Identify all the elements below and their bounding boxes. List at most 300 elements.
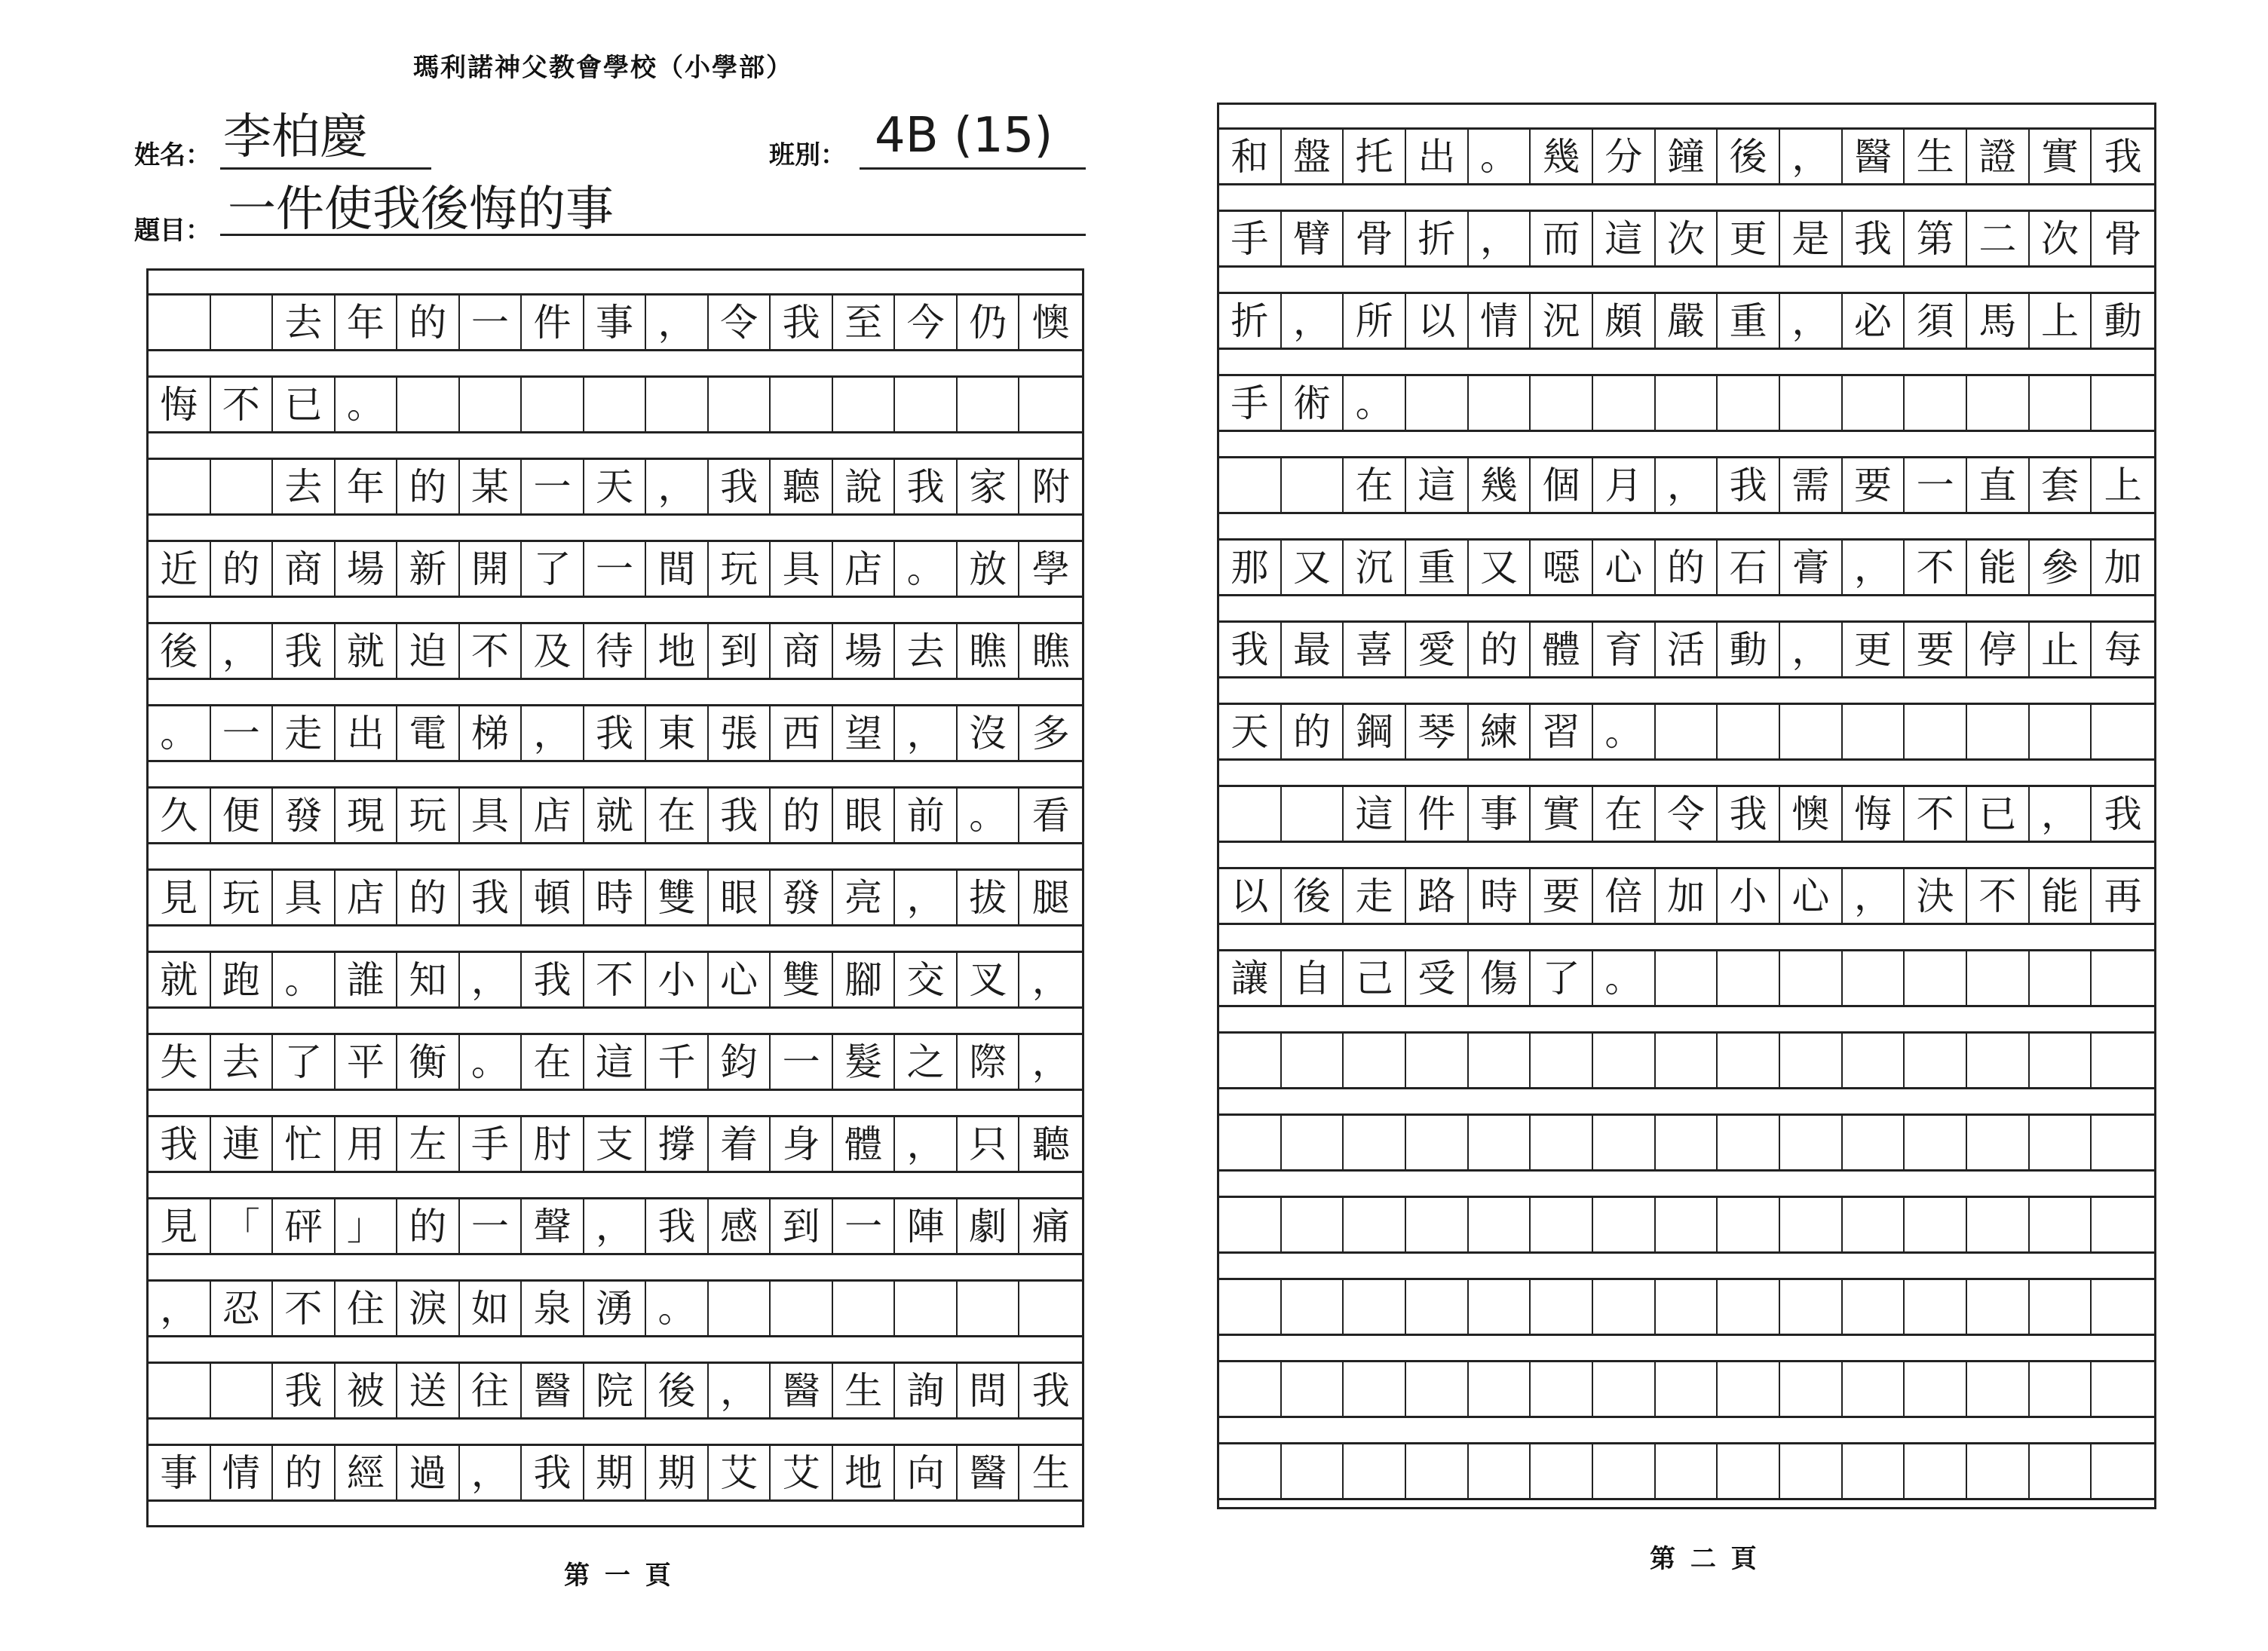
grid-cell	[1282, 1116, 1344, 1172]
grid-cell: 我	[895, 460, 958, 516]
grid-cell	[2092, 705, 2154, 761]
grid-cell	[895, 378, 958, 433]
grid-cell: 沉	[1344, 541, 1406, 596]
grid-cell	[1469, 1116, 1531, 1172]
grid-cell: 悔	[1843, 787, 1905, 843]
grid-row	[1219, 127, 2154, 185]
grid-cell: 更	[1718, 212, 1780, 268]
grid-cell: 院	[584, 1364, 647, 1420]
grid-cell	[1406, 376, 1469, 432]
grid-cell	[1282, 1034, 1344, 1089]
grid-cell: 後	[646, 1364, 709, 1420]
grid-row	[149, 786, 1082, 844]
grid-cell: 年	[336, 460, 398, 516]
grid-cell: 己	[1344, 951, 1406, 1007]
grid-cell: 鋼	[1344, 705, 1406, 761]
grid-cell: 衡	[397, 1035, 460, 1091]
grid-cell: 被	[336, 1364, 398, 1420]
grid-row	[149, 375, 1082, 433]
school-name: 瑪利諾神父教會學校（小學部）	[413, 53, 793, 83]
grid-cell: 就	[149, 953, 211, 1009]
grid-cell	[211, 296, 274, 351]
grid-cell	[1843, 1444, 1905, 1500]
grid-row	[149, 540, 1082, 598]
grid-cell: 分	[1593, 130, 1656, 185]
grid-cell: 至	[833, 296, 896, 351]
grid-cell	[1593, 376, 1656, 432]
grid-cell	[1656, 1362, 1718, 1418]
grid-cell: 術	[1282, 376, 1344, 432]
grid-cell: 「	[211, 1199, 274, 1255]
grid-cell: 感	[709, 1199, 771, 1255]
grid-cell: 能	[1967, 541, 2030, 596]
grid-cell: 問	[958, 1364, 1020, 1420]
grid-cell: 更	[1843, 623, 1905, 678]
grid-cell	[833, 1282, 896, 1337]
grid-cell: 平	[336, 1035, 398, 1091]
grid-cell: 就	[584, 789, 647, 844]
grid-cell: 期	[584, 1446, 647, 1502]
grid-cell: 悔	[149, 378, 211, 433]
grid-cell: 店	[833, 542, 896, 598]
grid-cell	[1219, 1280, 1282, 1336]
grid-cell: 手	[460, 1117, 523, 1173]
grid-cell: 叉	[958, 953, 1020, 1009]
grid-cell	[1469, 1362, 1531, 1418]
grid-cell: 受	[1406, 951, 1469, 1007]
grid-cell: 玩	[397, 789, 460, 844]
grid-cell: ，	[2030, 787, 2092, 843]
grid-cell: ，	[1843, 869, 1905, 925]
grid-cell: 要	[1905, 623, 1967, 678]
grid-row	[1219, 949, 2154, 1007]
grid-cell: 在	[522, 1035, 584, 1091]
grid-cell	[1593, 1116, 1656, 1172]
grid-cell: 之	[895, 1035, 958, 1091]
grid-cell: 放	[958, 542, 1020, 598]
grid-cell: 亮	[833, 871, 896, 927]
grid-cell	[1967, 1362, 2030, 1418]
grid-cell: 向	[895, 1446, 958, 1502]
grid-cell: 着	[709, 1117, 771, 1173]
grid-cell	[1718, 1280, 1780, 1336]
grid-cell: ，	[1469, 212, 1531, 268]
grid-cell: 頗	[1593, 294, 1656, 350]
grid-cell: 不	[460, 624, 523, 680]
grid-cell: 場	[833, 624, 896, 680]
grid-cell: 我	[2092, 787, 2154, 843]
grid-cell: 嚴	[1656, 294, 1718, 350]
grid-cell: ，	[895, 871, 958, 927]
grid-cell: 幾	[1469, 458, 1531, 514]
grid-cell: 泉	[522, 1282, 584, 1337]
grid-cell	[1843, 1116, 1905, 1172]
grid-cell: 我	[584, 706, 647, 762]
grid-cell: 重	[1406, 541, 1469, 596]
grid-cell: 便	[211, 789, 274, 844]
grid-cell: 一	[771, 1035, 833, 1091]
grid-cell	[2092, 1444, 2154, 1500]
grid-cell: 的	[771, 789, 833, 844]
grid-cell	[1469, 1034, 1531, 1089]
grid-cell: 第	[1905, 212, 1967, 268]
grid-cell	[1780, 1116, 1843, 1172]
grid-cell: 。	[460, 1035, 523, 1091]
grid-cell: 。	[1593, 951, 1656, 1007]
grid-cell	[1531, 1444, 1593, 1500]
grid-cell: 托	[1344, 130, 1406, 185]
grid-cell: 直	[1967, 458, 2030, 514]
grid-cell: 具	[460, 789, 523, 844]
grid-cell: 實	[1531, 787, 1593, 843]
grid-cell: 玩	[211, 871, 274, 927]
grid-cell	[1344, 1116, 1406, 1172]
grid-cell	[1656, 1198, 1718, 1254]
grid-cell: 開	[460, 542, 523, 598]
grid-cell: 路	[1406, 869, 1469, 925]
grid-cell: 愛	[1406, 623, 1469, 678]
grid-cell	[1406, 1280, 1469, 1336]
grid-row	[1219, 867, 2154, 925]
grid-cell: 決	[1905, 869, 1967, 925]
grid-cell: 仍	[958, 296, 1020, 351]
grid-cell	[1780, 1034, 1843, 1089]
grid-cell	[709, 1282, 771, 1337]
grid-cell: 心	[1593, 541, 1656, 596]
grid-cell	[149, 1364, 211, 1420]
grid-cell	[709, 378, 771, 433]
grid-cell: 我	[522, 953, 584, 1009]
grid-cell: 千	[646, 1035, 709, 1091]
grid-cell	[1593, 1444, 1656, 1500]
grid-cell: 而	[1531, 212, 1593, 268]
title-label: 題目：	[134, 216, 211, 246]
grid-row	[1219, 620, 2154, 678]
grid-cell	[1843, 1034, 1905, 1089]
grid-cell	[1967, 1280, 2030, 1336]
grid-cell	[1967, 951, 2030, 1007]
grid-cell: 手	[1219, 212, 1282, 268]
grid-cell: 小	[1718, 869, 1780, 925]
grid-cell	[1531, 1362, 1593, 1418]
grid-cell	[1531, 1280, 1593, 1336]
grid-cell	[1469, 1444, 1531, 1500]
grid-cell: 我	[646, 1199, 709, 1255]
grid-cell	[397, 378, 460, 433]
title-value: 一件使我後悔的事	[228, 182, 614, 237]
grid-cell: 張	[709, 706, 771, 762]
grid-cell: 令	[1656, 787, 1718, 843]
grid-cell	[1718, 951, 1780, 1007]
grid-cell: 就	[336, 624, 398, 680]
grid-cell: 湧	[584, 1282, 647, 1337]
grid-cell: 體	[833, 1117, 896, 1173]
grid-cell: 支	[584, 1117, 647, 1173]
grid-cell: 生	[1019, 1446, 1082, 1502]
grid-cell: 學	[1019, 542, 1082, 598]
grid-cell: 所	[1344, 294, 1406, 350]
grid-cell: 噁	[1531, 541, 1593, 596]
grid-cell: 新	[397, 542, 460, 598]
grid-cell	[211, 460, 274, 516]
grid-cell	[1905, 705, 1967, 761]
grid-cell: 後	[1282, 869, 1344, 925]
grid-cell: 鐘	[1656, 130, 1718, 185]
grid-cell: 我	[1718, 787, 1780, 843]
grid-cell: 上	[2030, 294, 2092, 350]
grid-cell: 我	[709, 789, 771, 844]
grid-cell: 必	[1843, 294, 1905, 350]
grid-cell	[1656, 705, 1718, 761]
grid-cell: 砰	[273, 1199, 336, 1255]
grid-cell	[2030, 1444, 2092, 1500]
grid-cell	[958, 1282, 1020, 1337]
grid-cell: ，	[584, 1199, 647, 1255]
grid-cell	[1780, 376, 1843, 432]
grid-cell	[833, 378, 896, 433]
grid-cell	[1967, 1034, 2030, 1089]
grid-cell: ，	[522, 706, 584, 762]
grid-cell: 。	[336, 378, 398, 433]
grid-cell	[895, 1282, 958, 1337]
grid-row	[1219, 1360, 2154, 1418]
grid-cell: 了	[522, 542, 584, 598]
grid-cell: 現	[336, 789, 398, 844]
grid-cell	[1406, 1362, 1469, 1418]
grid-cell	[1718, 1362, 1780, 1418]
grid-cell: 次	[2030, 212, 2092, 268]
grid-cell	[1656, 1034, 1718, 1089]
grid-cell: 心	[1780, 869, 1843, 925]
grid-cell	[1219, 458, 1282, 514]
grid-cell: 附	[1019, 460, 1082, 516]
grid-cell: 聽	[771, 460, 833, 516]
grid-row	[149, 1033, 1082, 1091]
grid-cell: 情	[1469, 294, 1531, 350]
grid-row	[1219, 1442, 2154, 1500]
grid-cell: 加	[2092, 541, 2154, 596]
grid-cell: 地	[646, 624, 709, 680]
grid-cell	[2030, 1116, 2092, 1172]
grid-cell	[2030, 376, 2092, 432]
grid-cell: 能	[2030, 869, 2092, 925]
grid-cell: 我	[1019, 1364, 1082, 1420]
grid-cell: 習	[1531, 705, 1593, 761]
grid-cell: 醫	[958, 1446, 1020, 1502]
grid-cell	[1282, 1444, 1344, 1500]
grid-cell: 的	[397, 1199, 460, 1255]
grid-cell	[1843, 1280, 1905, 1336]
grid-cell	[1019, 1282, 1082, 1337]
grid-cell: 止	[2030, 623, 2092, 678]
name-label: 姓名：	[134, 140, 211, 170]
grid-cell	[1656, 1444, 1718, 1500]
grid-cell	[1531, 1034, 1593, 1089]
grid-cell: 迫	[397, 624, 460, 680]
name-value: 李柏慶	[223, 109, 368, 165]
grid-cell	[211, 1364, 274, 1420]
grid-cell	[1780, 705, 1843, 761]
grid-cell: 令	[709, 296, 771, 351]
grid-cell: 如	[460, 1282, 523, 1337]
grid-cell: 件	[522, 296, 584, 351]
grid-cell: 用	[336, 1117, 398, 1173]
grid-cell	[1905, 1198, 1967, 1254]
grid-cell: 雙	[771, 953, 833, 1009]
grid-cell	[1019, 378, 1082, 433]
grid-cell: 見	[149, 871, 211, 927]
grid-cell: 的	[397, 871, 460, 927]
grid-row	[149, 293, 1082, 351]
grid-cell: 待	[584, 624, 647, 680]
grid-row	[1219, 538, 2154, 596]
grid-cell: 停	[1967, 623, 2030, 678]
grid-cell: 具	[273, 871, 336, 927]
grid-cell: 我	[149, 1117, 211, 1173]
grid-cell: 家	[958, 460, 1020, 516]
grid-cell: ，	[1843, 541, 1905, 596]
class-underline	[860, 167, 1086, 170]
grid-cell: 我	[273, 1364, 336, 1420]
grid-cell: 和	[1219, 130, 1282, 185]
grid-cell	[1967, 376, 2030, 432]
grid-cell: 是	[1780, 212, 1843, 268]
grid-cell: 心	[709, 953, 771, 1009]
grid-cell: 雙	[646, 871, 709, 927]
grid-cell: 場	[336, 542, 398, 598]
grid-cell: 又	[1469, 541, 1531, 596]
grid-cell: 的	[273, 1446, 336, 1502]
grid-cell: 聲	[522, 1199, 584, 1255]
grid-cell	[1531, 1116, 1593, 1172]
grid-cell: 眼	[833, 789, 896, 844]
grid-cell: 東	[646, 706, 709, 762]
grid-cell	[2030, 1034, 2092, 1089]
grid-cell: ，	[1780, 130, 1843, 185]
grid-cell: 西	[771, 706, 833, 762]
grid-cell	[2092, 951, 2154, 1007]
grid-cell: 折	[1219, 294, 1282, 350]
grid-cell	[1593, 1362, 1656, 1418]
grid-cell: 最	[1282, 623, 1344, 678]
grid-cell: 去	[895, 624, 958, 680]
grid-cell: 的	[1656, 541, 1718, 596]
grid-cell: 事	[584, 296, 647, 351]
grid-cell: ，	[1780, 294, 1843, 350]
grid-cell: 淚	[397, 1282, 460, 1337]
grid-cell	[1219, 787, 1282, 843]
grid-cell: 盤	[1282, 130, 1344, 185]
grid-cell: 。	[646, 1282, 709, 1337]
grid-cell	[2030, 1198, 2092, 1254]
grid-cell: 久	[149, 789, 211, 844]
grid-row	[1219, 374, 2154, 432]
grid-cell: 後	[1718, 130, 1780, 185]
grid-cell: 喜	[1344, 623, 1406, 678]
grid-cell: 左	[397, 1117, 460, 1173]
grid-cell: 證	[1967, 130, 2030, 185]
grid-cell: 前	[895, 789, 958, 844]
grid-cell	[1593, 1198, 1656, 1254]
grid-cell: ，	[646, 460, 709, 516]
grid-cell: 不	[211, 378, 274, 433]
grid-cell: 店	[336, 871, 398, 927]
grid-cell: 幾	[1531, 130, 1593, 185]
grid-cell: 一	[584, 542, 647, 598]
grid-cell	[1718, 705, 1780, 761]
grid-cell: 我	[460, 871, 523, 927]
grid-cell	[1219, 1034, 1282, 1089]
grid-cell: 不	[584, 953, 647, 1009]
grid-cell: 腳	[833, 953, 896, 1009]
grid-cell	[2092, 1116, 2154, 1172]
grid-cell: 的	[1469, 623, 1531, 678]
writing-grid-page-2	[1217, 103, 2156, 1509]
grid-row	[149, 951, 1082, 1009]
grid-cell: 骨	[2092, 212, 2154, 268]
grid-cell	[1843, 376, 1905, 432]
grid-cell: 。	[895, 542, 958, 598]
grid-cell: 我	[273, 624, 336, 680]
grid-cell: 每	[2092, 623, 2154, 678]
grid-cell: 我	[1843, 212, 1905, 268]
grid-cell: 需	[1780, 458, 1843, 514]
grid-cell: 詢	[895, 1364, 958, 1420]
grid-cell	[1219, 1362, 1282, 1418]
grid-row	[1219, 1113, 2154, 1172]
grid-row	[149, 1115, 1082, 1173]
grid-cell	[1967, 1116, 2030, 1172]
grid-cell	[1406, 1034, 1469, 1089]
grid-cell: 去	[273, 296, 336, 351]
grid-row	[149, 1197, 1082, 1255]
grid-cell	[1905, 1362, 1967, 1418]
grid-cell: 醫	[522, 1364, 584, 1420]
grid-cell: ，	[895, 706, 958, 762]
grid-cell: 懊	[1019, 296, 1082, 351]
grid-cell: 件	[1406, 787, 1469, 843]
grid-row	[149, 458, 1082, 516]
name-underline	[220, 167, 431, 170]
grid-cell: 以	[1219, 869, 1282, 925]
grid-cell: 忙	[273, 1117, 336, 1173]
grid-cell: 肘	[522, 1117, 584, 1173]
grid-cell: 的	[397, 460, 460, 516]
grid-cell	[1282, 1362, 1344, 1418]
grid-cell	[1843, 705, 1905, 761]
grid-cell	[1905, 376, 1967, 432]
grid-cell	[1718, 1444, 1780, 1500]
grid-cell: 懊	[1780, 787, 1843, 843]
grid-cell	[149, 460, 211, 516]
grid-cell: 玩	[709, 542, 771, 598]
grid-cell: 失	[149, 1035, 211, 1091]
grid-cell	[1905, 951, 1967, 1007]
grid-cell	[1780, 1362, 1843, 1418]
grid-cell: 店	[522, 789, 584, 844]
grid-cell	[1718, 376, 1780, 432]
grid-cell: 加	[1656, 869, 1718, 925]
grid-row	[149, 1444, 1082, 1502]
grid-cell	[1843, 1362, 1905, 1418]
grid-cell: 琴	[1406, 705, 1469, 761]
grid-cell: 電	[397, 706, 460, 762]
grid-cell	[1780, 1280, 1843, 1336]
grid-cell: 梯	[460, 706, 523, 762]
grid-cell	[1406, 1198, 1469, 1254]
grid-cell: 在	[1344, 458, 1406, 514]
grid-cell: ，	[1780, 623, 1843, 678]
